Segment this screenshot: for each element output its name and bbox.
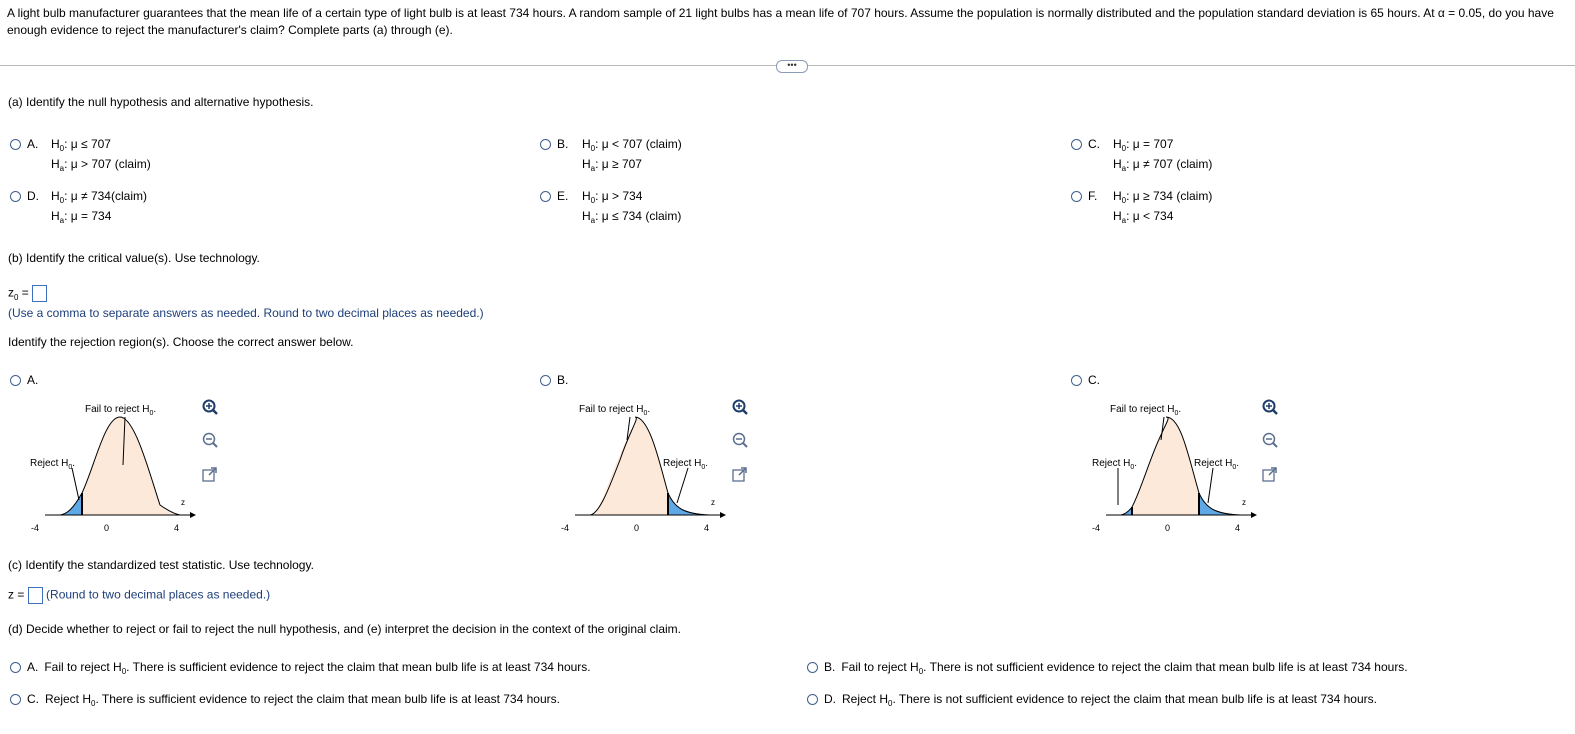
z-input[interactable]: [28, 587, 43, 604]
hypothesis-option-a[interactable]: [10, 134, 44, 154]
region-option-b[interactable]: [540, 370, 568, 390]
radio-button[interactable]: [807, 662, 818, 673]
radio-button[interactable]: [10, 139, 21, 150]
radio-button[interactable]: [10, 662, 21, 673]
radio-button[interactable]: [807, 694, 818, 705]
decision-option-d[interactable]: D. Reject $H_0$. There is not sufficient evidence to reject the claim that mean bulb life is at least 734 hours.: [807, 689, 1377, 711]
rejection-graph-a: [25, 395, 200, 540]
option-letter: E.: [557, 189, 569, 203]
option-letter: A.: [27, 373, 39, 387]
option-c-ha: $H_a$: μ ≠ 707 (claim): [1113, 157, 1213, 173]
option-letter: D.: [27, 189, 39, 203]
tick-min: -4: [31, 523, 40, 533]
zoom-in-icon[interactable]: [1261, 398, 1279, 416]
rejection-graph-b: [555, 395, 730, 540]
zoom-in-icon[interactable]: [201, 398, 219, 416]
reject-left-label: Reject $H_0$.: [1092, 458, 1138, 471]
axis-arrow: [190, 512, 196, 518]
reject-label: Reject $H_0$.: [663, 458, 709, 471]
region-option-a[interactable]: [10, 370, 38, 390]
radio-button[interactable]: [540, 375, 551, 386]
tick-max: 4: [704, 523, 710, 533]
hypothesis-option-b[interactable]: [540, 134, 574, 154]
radio-button[interactable]: [540, 139, 551, 150]
option-f-ha: $H_a$: μ < 734: [1113, 209, 1174, 225]
option-letter: B.: [824, 660, 836, 674]
label-pointer: [677, 468, 688, 503]
option-letter: A.: [27, 137, 39, 151]
rejection-graph-c: [1086, 395, 1261, 540]
option-letter: C.: [1088, 137, 1100, 151]
decision-option-a[interactable]: A. Fail to reject $H_0$. There is sufficient evidence to reject the claim that mean bulb life is at least 734 hours.: [10, 657, 591, 679]
popout-icon[interactable]: [731, 466, 749, 484]
radio-button[interactable]: [1071, 375, 1082, 386]
radio-button[interactable]: [540, 191, 551, 202]
part-c-hint: (Round to two decimal places as needed.): [46, 587, 271, 602]
option-letter: B.: [557, 137, 569, 151]
tick-min: -4: [1092, 523, 1101, 533]
option-b-ha: $H_a$: μ ≥ 707: [582, 157, 642, 173]
fail-region: [590, 417, 668, 515]
radio-button[interactable]: [10, 694, 21, 705]
radio-button[interactable]: [1071, 139, 1082, 150]
fail-label: Fail to reject $H_0$.: [85, 404, 157, 417]
reject-label: Reject $H_0$.: [30, 458, 76, 471]
problem-statement: A light bulb manufacturer guarantees that the mean life of a certain type of light bulb is at least 734 hours. A random sample of 21 light bulbs has a mean life of 707 hours. Assume the population is normally distributed and the population standard deviation is 65 hours. At α = 0.05, do you have enough evidence to reject the manufacturer's claim? Complete parts (a) through (e).: [7, 6, 1554, 37]
axis-arrow: [720, 512, 726, 518]
axis-arrow: [1251, 512, 1257, 518]
option-letter: F.: [1088, 189, 1098, 203]
radio-button[interactable]: [10, 191, 21, 202]
label-pointer: [1208, 468, 1213, 503]
radio-button[interactable]: [10, 375, 21, 386]
zoom-in-icon[interactable]: [731, 398, 749, 416]
part-a-prompt: (a) Identify the null hypothesis and alternative hypothesis.: [8, 95, 314, 109]
option-letter: C.: [27, 692, 39, 706]
option-f-h0: $H_0$: μ ≥ 734 (claim): [1113, 189, 1213, 205]
axis-variable: z: [711, 498, 715, 507]
reject-right-label: Reject $H_0$.: [1194, 458, 1240, 471]
popout-icon[interactable]: [201, 466, 219, 484]
option-letter: A.: [27, 660, 39, 674]
option-e-h0: $H_0$: μ > 734: [582, 189, 643, 205]
fail-region: [82, 417, 180, 515]
option-b-h0: $H_0$: μ < 707 (claim): [582, 137, 682, 153]
zoom-out-icon[interactable]: [201, 431, 219, 449]
popout-icon[interactable]: [1261, 466, 1279, 484]
hypothesis-option-c[interactable]: [1071, 134, 1106, 154]
decision-option-c[interactable]: C. Reject $H_0$. There is sufficient evidence to reject the claim that mean bulb life is at least 734 hours.: [10, 689, 560, 711]
option-a-ha: $H_a$: μ > 707 (claim): [51, 157, 151, 173]
option-a-h0: $H_0$: μ ≤ 707: [51, 137, 111, 153]
expand-more-button[interactable]: •••: [776, 60, 808, 73]
z0-input[interactable]: [32, 285, 47, 302]
option-d-ha: $H_a$: μ = 734: [51, 209, 112, 225]
radio-button[interactable]: [1071, 191, 1082, 202]
tick-max: 4: [174, 523, 180, 533]
zoom-out-icon[interactable]: [731, 431, 749, 449]
option-d-h0: $H_0$: μ ≠ 734(claim): [51, 189, 147, 205]
fail-label: Fail to reject $H_0$.: [1110, 404, 1182, 417]
z-answer-row: z = (Round to two decimal places as needed.): [8, 587, 270, 604]
hypothesis-option-e[interactable]: [540, 186, 574, 206]
option-letter: D.: [824, 692, 836, 706]
part-c-prompt: (c) Identify the standardized test statistic. Use technology.: [8, 558, 314, 572]
hypothesis-option-f[interactable]: [1071, 186, 1103, 206]
tick-zero: 0: [1165, 523, 1171, 533]
tick-zero: 0: [104, 523, 110, 533]
option-c-h0: $H_0$: μ = 707: [1113, 137, 1174, 153]
fail-region: [1132, 417, 1199, 515]
option-e-ha: $H_a$: μ ≤ 734 (claim): [582, 209, 682, 225]
z0-answer-row: $z_0$ =: [8, 285, 47, 302]
fail-label: Fail to reject $H_0$.: [579, 404, 651, 417]
hypothesis-option-d[interactable]: [10, 186, 45, 206]
tick-zero: 0: [634, 523, 640, 533]
region-option-c[interactable]: [1071, 370, 1100, 390]
tick-max: 4: [1235, 523, 1241, 533]
reject-region-left: [1121, 507, 1132, 515]
part-de-prompt: (d) Decide whether to reject or fail to reject the null hypothesis, and (e) interpret the decision in the context of the original claim.: [8, 622, 682, 636]
axis-variable: z: [1242, 498, 1246, 507]
label-pointer: [72, 468, 79, 500]
tick-min: -4: [561, 523, 570, 533]
zoom-out-icon[interactable]: [1261, 431, 1279, 449]
part-b-hint: (Use a comma to separate answers as needed. Round to two decimal places as needed.): [8, 306, 484, 320]
option-letter: B.: [557, 373, 569, 387]
decision-option-b[interactable]: B. Fail to reject $H_0$. There is not sufficient evidence to reject the claim that mean bulb life is at least 734 hours.: [807, 657, 1408, 679]
part-b-prompt: (b) Identify the critical value(s). Use technology.: [8, 251, 260, 265]
rejection-region-prompt: Identify the rejection region(s). Choose the correct answer below.: [8, 335, 354, 349]
axis-variable: z: [181, 498, 185, 507]
option-letter: C.: [1088, 373, 1100, 387]
